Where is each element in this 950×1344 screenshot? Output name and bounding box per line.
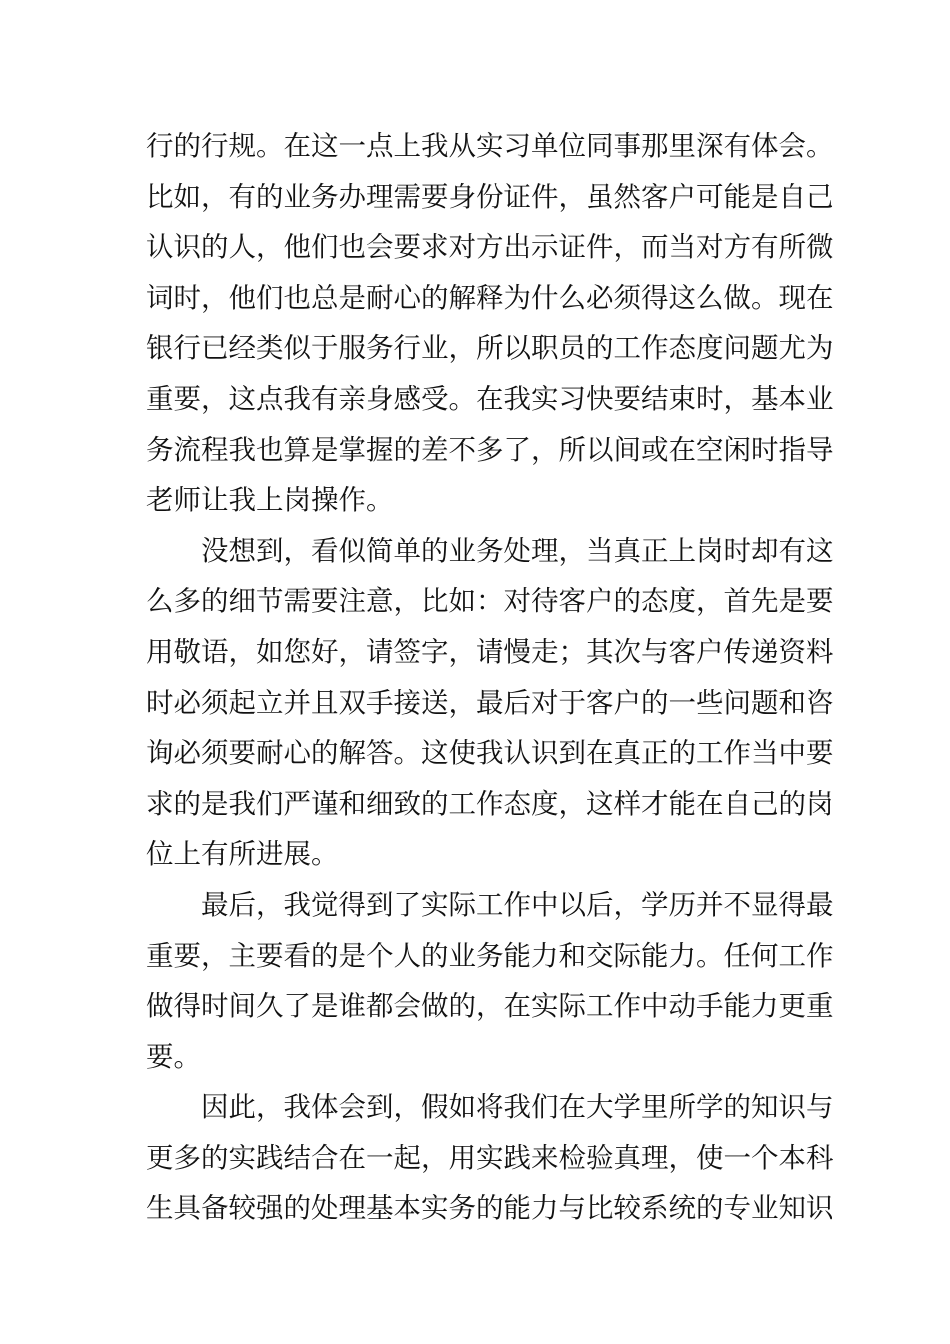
text-line: 词时，他们也总是耐心的解释为什么必须得这么做。现在	[146, 281, 834, 314]
text-line: 做得时间久了是谁都会做的，在实际工作中动手能力更重	[146, 990, 834, 1023]
text-line: 重要，这点我有亲身感受。在我实习快要结束时，基本业	[146, 382, 834, 415]
text-line: 行的行规。在这一点上我从实习单位同事那里深有体会。	[146, 130, 834, 162]
text-line: 银行已经类似于服务行业，所以职员的工作态度问题尤为	[146, 332, 834, 365]
text-line: 生具备较强的处理基本实务的能力与比较系统的专业知识	[146, 1192, 834, 1225]
text-line: 么多的细节需要注意，比如：对待客户的态度，首先是要	[146, 585, 834, 618]
paragraph-last-line: 老师让我上岗操作。	[146, 484, 394, 517]
paragraph-first-line: 没想到，看似简单的业务处理，当真正上岗时却有这	[201, 534, 834, 567]
text-line: 求的是我们严谨和细致的工作态度，这样才能在自己的岗	[146, 787, 834, 820]
paragraph-first-line: 因此，我体会到，假如将我们在大学里所学的知识与	[201, 1091, 834, 1124]
paragraph-last-line: 位上有所进展。	[146, 838, 339, 871]
paragraph-first-line: 最后，我觉得到了实际工作中以后，学历并不显得最	[201, 888, 834, 921]
text-line: 询必须要耐心的解答。这使我认识到在真正的工作当中要	[146, 737, 834, 770]
paragraph-last-line: 要。	[146, 1040, 201, 1073]
document-body	[146, 121, 834, 1234]
text-line: 比如，有的业务办理需要身份证件，虽然客户可能是自己	[146, 180, 834, 213]
text-line: 用敬语，如您好，请签字，请慢走；其次与客户传递资料	[146, 635, 834, 668]
text-line: 时必须起立并且双手接送，最后对于客户的一些问题和咨	[146, 686, 834, 719]
text-line: 认识的人，他们也会要求对方出示证件，而当对方有所微	[146, 231, 834, 264]
text-line: 更多的实践结合在一起，用实践来检验真理，使一个本科	[146, 1141, 834, 1174]
text-line: 重要，主要看的是个人的业务能力和交际能力。任何工作	[146, 939, 834, 972]
text-line: 务流程我也算是掌握的差不多了，所以间或在空闲时指导	[146, 433, 834, 466]
